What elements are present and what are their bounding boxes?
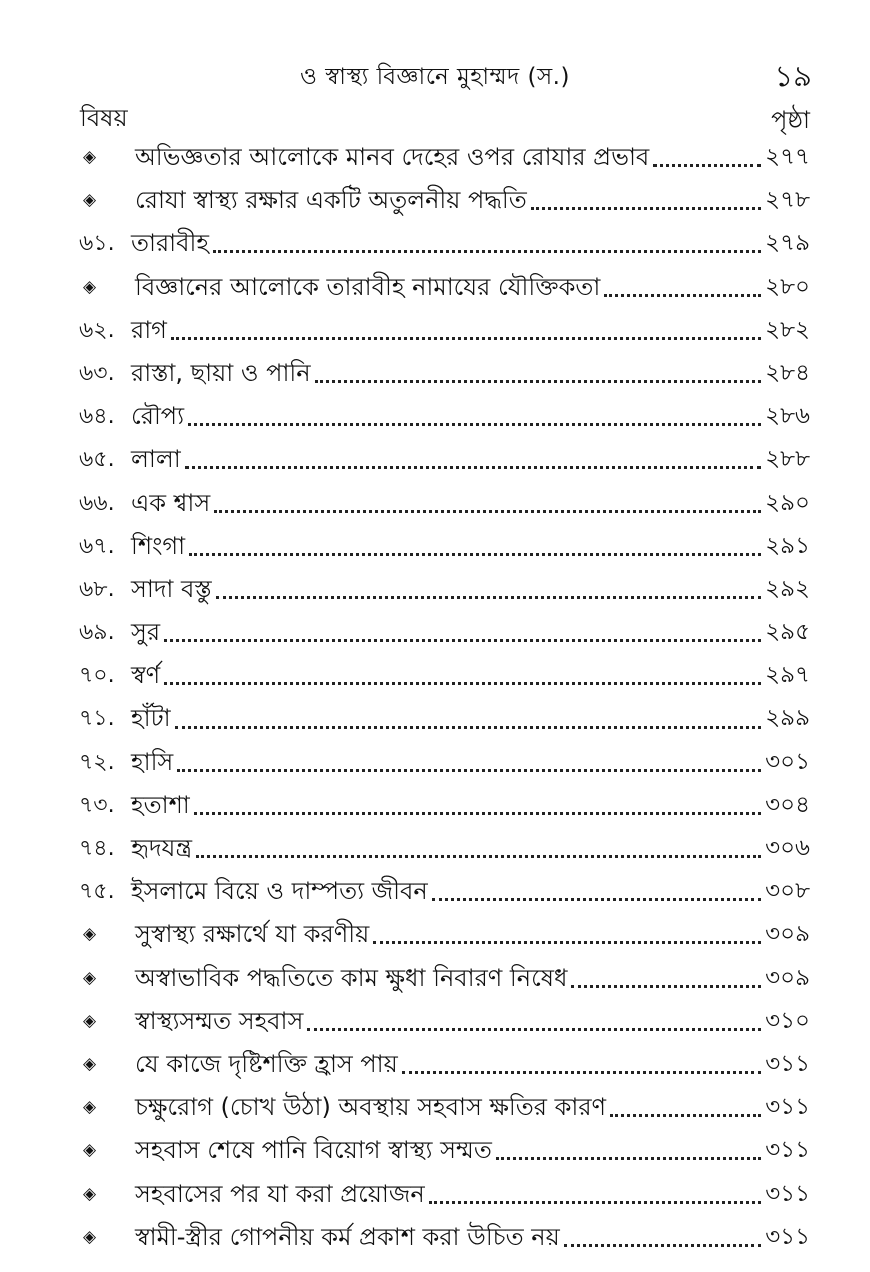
entry-page-number: ২৮৮ bbox=[765, 446, 810, 473]
entry-number: ৬৬. bbox=[79, 490, 115, 516]
entry-title: এক শ্বাস bbox=[131, 488, 211, 517]
diamond-bullet-icon: ◈ bbox=[83, 147, 97, 167]
entry-title: সুর bbox=[131, 618, 161, 647]
toc-entry bbox=[0, 266, 870, 309]
dot-leader bbox=[213, 250, 761, 253]
dot-leader bbox=[653, 164, 761, 167]
diamond-bullet-icon: ◈ bbox=[83, 1053, 97, 1074]
subject-column-label: বিষয় bbox=[80, 104, 128, 132]
column-header bbox=[0, 98, 870, 134]
dot-leader bbox=[188, 423, 761, 426]
entry-number: ৭১. bbox=[79, 706, 115, 732]
entry-title: হাসি bbox=[131, 747, 174, 776]
table-of-contents bbox=[0, 136, 870, 1259]
toc-entry bbox=[0, 1043, 870, 1086]
entry-title: চক্ষুরোগ (চোখ উঠা) অবস্থায় সহবাস ক্ষতির কারণ bbox=[135, 1093, 607, 1122]
entry-page-number: ৩১১ bbox=[765, 1050, 810, 1077]
entry-number: ৭৫. bbox=[79, 879, 115, 905]
entry-title: সহবাস শেষে পানি বিয়োগ স্বাস্থ্য সম্মত bbox=[135, 1136, 492, 1165]
toc-entry bbox=[0, 611, 870, 654]
dot-leader bbox=[214, 510, 761, 513]
entry-title: স্বাস্থ্যসম্মত সহবাস bbox=[135, 1006, 304, 1035]
toc-entry bbox=[0, 1086, 870, 1129]
entry-title: রাস্তা, ছায়া ও পানি bbox=[131, 358, 311, 387]
entry-number: ৬৫. bbox=[79, 447, 115, 473]
entry-title: স্বর্ণ bbox=[131, 661, 161, 690]
toc-entry bbox=[0, 525, 870, 568]
entry-page-number: ২৭৯ bbox=[765, 230, 810, 257]
entry-page-number: ২৯১ bbox=[765, 532, 810, 559]
toc-entry bbox=[0, 136, 870, 179]
dot-leader bbox=[164, 639, 761, 642]
entry-page-number: ৩১০ bbox=[765, 1007, 810, 1034]
dot-leader bbox=[185, 466, 762, 469]
entry-page-number: ২৯২ bbox=[765, 575, 810, 602]
diamond-bullet-icon: ◈ bbox=[83, 276, 97, 297]
entry-number: ৭৪. bbox=[79, 836, 115, 861]
entry-number: ৬৭. bbox=[79, 533, 115, 559]
page-column-label: পৃষ্ঠা bbox=[771, 106, 810, 134]
diamond-bullet-icon: ◈ bbox=[83, 1140, 97, 1161]
entry-title: হৃদযন্ত্র bbox=[131, 834, 193, 862]
dot-leader bbox=[571, 985, 761, 988]
dot-leader bbox=[402, 1071, 761, 1074]
entry-title: শিংগা bbox=[131, 531, 186, 560]
entry-title: হতাশা bbox=[131, 790, 190, 819]
entry-page-number: ৩০৬ bbox=[765, 835, 810, 861]
entry-title: রোযা স্বাস্থ্য রক্ষার একটি অতুলনীয় পদ্ধতি bbox=[135, 186, 527, 215]
dot-leader bbox=[171, 337, 761, 340]
dot-leader bbox=[216, 596, 762, 599]
entry-page-number: ৩০৮ bbox=[765, 878, 810, 905]
dot-leader bbox=[175, 726, 762, 729]
entry-page-number: ২৯০ bbox=[765, 489, 810, 516]
dot-leader bbox=[189, 553, 761, 556]
dot-leader bbox=[373, 941, 761, 944]
running-title: ও স্বাস্থ্য বিজ্ঞানে মুহাম্মদ (স.) bbox=[300, 64, 570, 90]
dot-leader bbox=[496, 1157, 761, 1160]
entry-page-number: ৩০৯ bbox=[765, 921, 810, 948]
entry-number: ৭০. bbox=[79, 663, 115, 689]
toc-entry bbox=[0, 395, 870, 438]
entry-number: ৬৮. bbox=[79, 576, 115, 602]
entry-page-number: ৩১১ bbox=[765, 1094, 810, 1121]
entry-title: সাদা বস্তু bbox=[131, 574, 212, 603]
entry-page-number: ২৯৯ bbox=[765, 705, 810, 732]
toc-entry bbox=[0, 438, 870, 481]
page-number: ১৯ bbox=[774, 59, 812, 93]
toc-entry bbox=[0, 1129, 870, 1172]
toc-entry bbox=[0, 1000, 870, 1043]
dot-leader bbox=[196, 855, 761, 858]
entry-page-number: ৩১১ bbox=[765, 1180, 810, 1207]
entry-title: তারাবীহ bbox=[131, 229, 209, 258]
dot-leader bbox=[194, 812, 761, 815]
dot-leader bbox=[164, 682, 761, 685]
dot-leader bbox=[315, 380, 762, 383]
entry-number: ৬১. bbox=[79, 231, 115, 257]
entry-title: ইসলামে বিয়ে ও দাম্পত্য জীবন bbox=[131, 877, 428, 906]
dot-leader bbox=[531, 207, 761, 210]
diamond-bullet-icon: ◈ bbox=[83, 967, 97, 988]
diamond-bullet-icon: ◈ bbox=[83, 1226, 97, 1247]
entry-title: স্বামী-স্ত্রীর গোপনীয় কর্ম প্রকাশ করা উচিত নয় bbox=[135, 1222, 560, 1251]
toc-entry bbox=[0, 222, 870, 265]
dot-leader bbox=[610, 1114, 761, 1117]
entry-page-number: ২৮০ bbox=[765, 273, 810, 300]
entry-title: অস্বাভাবিক পদ্ধতিতে কাম ক্ষুধা নিবারণ নিষেধ bbox=[135, 963, 568, 992]
dot-leader bbox=[432, 898, 761, 901]
toc-entry bbox=[0, 179, 870, 222]
entry-number: ৬৪. bbox=[79, 404, 115, 430]
diamond-bullet-icon: ◈ bbox=[83, 190, 97, 211]
entry-page-number: ৩০৪ bbox=[765, 791, 810, 818]
dot-leader bbox=[564, 1244, 761, 1247]
entry-title: সহবাসের পর যা করা প্রয়োজন bbox=[135, 1179, 425, 1208]
toc-entry bbox=[0, 913, 870, 956]
running-header bbox=[0, 52, 870, 92]
entry-page-number: ৩১১ bbox=[765, 1223, 810, 1250]
entry-number: ৭৩. bbox=[79, 792, 115, 818]
entry-page-number: ২৯৭ bbox=[765, 662, 810, 689]
entry-title: বিজ্ঞানের আলোকে তারাবীহ নামাযের যৌক্তিকতা bbox=[135, 272, 601, 301]
entry-number: ৬২. bbox=[79, 317, 115, 343]
toc-entry bbox=[0, 482, 870, 525]
toc-entry bbox=[0, 697, 870, 740]
entry-title: সুস্বাস্থ্য রক্ষার্থে যা করণীয় bbox=[135, 920, 370, 949]
entry-page-number: ২৮৬ bbox=[765, 403, 810, 430]
entry-number: ৭২. bbox=[79, 749, 115, 775]
entry-page-number: ২৭৭ bbox=[765, 144, 810, 170]
entry-title: অভিজ্ঞতার আলোকে মানব দেহের ওপর রোযার প্রভাব bbox=[135, 143, 650, 171]
dot-leader bbox=[429, 1201, 762, 1204]
entry-page-number: ৩১১ bbox=[765, 1137, 810, 1164]
toc-entry bbox=[0, 654, 870, 697]
entry-page-number: ৩০৯ bbox=[765, 964, 810, 991]
entry-title: লালা bbox=[131, 445, 181, 474]
dot-leader bbox=[604, 294, 761, 297]
toc-entry bbox=[0, 1216, 870, 1259]
toc-entry bbox=[0, 352, 870, 395]
entry-page-number: ২৮৪ bbox=[765, 359, 810, 386]
toc-entry bbox=[0, 309, 870, 352]
toc-entry bbox=[0, 568, 870, 611]
toc-entry bbox=[0, 870, 870, 913]
toc-entry bbox=[0, 957, 870, 1000]
entry-title: যে কাজে দৃষ্টিশক্তি হ্রাস পায় bbox=[135, 1049, 398, 1078]
entry-number: ৬৯. bbox=[79, 620, 115, 646]
diamond-bullet-icon: ◈ bbox=[83, 1097, 97, 1118]
dot-leader bbox=[177, 769, 761, 772]
entry-page-number: ৩০১ bbox=[765, 748, 810, 775]
entry-title: রৌপ্য bbox=[131, 402, 185, 431]
toc-entry bbox=[0, 827, 870, 870]
toc-entry bbox=[0, 784, 870, 827]
entry-page-number: ২৯৫ bbox=[765, 619, 810, 646]
toc-entry bbox=[0, 741, 870, 784]
entry-title: রাগ bbox=[131, 315, 167, 344]
diamond-bullet-icon: ◈ bbox=[83, 924, 97, 945]
entry-title: হাঁটা bbox=[131, 704, 171, 733]
diamond-bullet-icon: ◈ bbox=[83, 1183, 97, 1204]
toc-entry bbox=[0, 1173, 870, 1216]
dot-leader bbox=[307, 1028, 761, 1031]
entry-page-number: ২৭৮ bbox=[765, 187, 810, 214]
entry-page-number: ২৮২ bbox=[765, 316, 810, 343]
entry-number: ৬৩. bbox=[79, 360, 115, 386]
diamond-bullet-icon: ◈ bbox=[83, 1010, 97, 1031]
